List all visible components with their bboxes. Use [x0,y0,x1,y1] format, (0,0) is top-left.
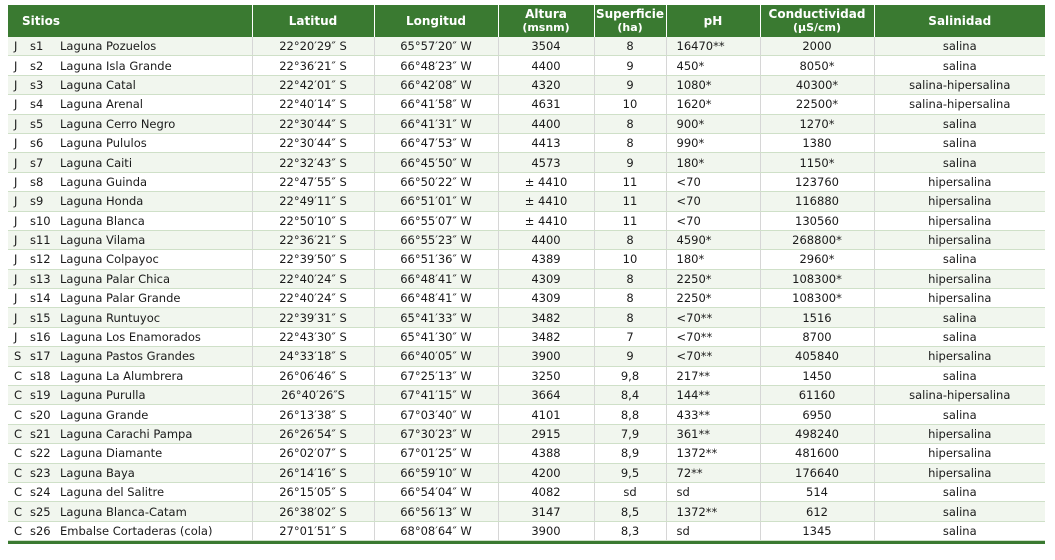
salinity-cell: salina [874,502,1045,521]
altitude-cell: 4400 [498,56,594,75]
conductivity-cell: 268800* [760,230,874,249]
table-row [8,95,1045,114]
site-code-cell: s7 [26,153,56,172]
region-cell: J [8,37,26,56]
latitude-cell: 22°40′24″ S [252,269,374,288]
salinity-cell: salina [874,482,1045,501]
surface-cell: 9 [594,75,666,94]
region-cell: J [8,56,26,75]
ph-cell: <70** [666,327,760,346]
region-cell: C [8,444,26,463]
ph-cell: 900* [666,114,760,133]
salinity-cell: salina [874,405,1045,424]
longitude-cell: 66°47′53″ W [374,133,498,152]
ph-cell: sd [666,482,760,501]
site-name-cell: Laguna Pastos Grandes [56,347,252,366]
ph-cell: 144** [666,386,760,405]
header-salinidad: Salinidad [874,5,1045,37]
conductivity-cell: 1516 [760,308,874,327]
altitude-cell: 4631 [498,95,594,114]
longitude-cell: 67°03′40″ W [374,405,498,424]
altitude-cell: 3250 [498,366,594,385]
site-name-cell: Laguna Pululos [56,133,252,152]
longitude-cell: 66°51′01″ W [374,192,498,211]
latitude-cell: 24°33′18″ S [252,347,374,366]
region-cell: C [8,424,26,443]
latitude-cell: 22°20′29″ S [252,37,374,56]
longitude-cell: 66°50′22″ W [374,172,498,191]
region-cell: J [8,114,26,133]
altitude-cell: 4389 [498,250,594,269]
latitude-cell: 22°39′50″ S [252,250,374,269]
site-code-cell: s21 [26,424,56,443]
conductivity-cell: 108300* [760,269,874,288]
latitude-cell: 22°36′21″ S [252,56,374,75]
site-name-cell: Laguna Baya [56,463,252,482]
site-name-cell: Laguna Caiti [56,153,252,172]
site-code-cell: s3 [26,75,56,94]
conductivity-cell: 1270* [760,114,874,133]
header-ph: pH [666,5,760,37]
region-cell: C [8,502,26,521]
site-name-cell: Laguna Palar Chica [56,269,252,288]
conductivity-cell: 61160 [760,386,874,405]
region-cell: J [8,230,26,249]
surface-cell: 8,9 [594,444,666,463]
surface-cell: 9,8 [594,366,666,385]
salinity-cell: hipersalina [874,424,1045,443]
conductivity-cell: 405840 [760,347,874,366]
altitude-cell: 4413 [498,133,594,152]
ph-cell: 217** [666,366,760,385]
longitude-cell: 67°25′13″ W [374,366,498,385]
longitude-cell: 67°01′25″ W [374,444,498,463]
site-name-cell: Laguna Grande [56,405,252,424]
surface-cell: 7,9 [594,424,666,443]
surface-cell: 7 [594,327,666,346]
site-code-cell: s6 [26,133,56,152]
longitude-cell: 66°51′36″ W [374,250,498,269]
salinity-cell: salina [874,250,1045,269]
region-cell: J [8,153,26,172]
region-cell: J [8,133,26,152]
conductivity-cell: 498240 [760,424,874,443]
conductivity-cell: 2960* [760,250,874,269]
table-row [8,153,1045,172]
table-row [8,269,1045,288]
header-sitios: Sitios [8,5,252,37]
salinity-cell: hipersalina [874,463,1045,482]
site-name-cell: Laguna Guinda [56,172,252,191]
longitude-cell: 66°42′08″ W [374,75,498,94]
site-code-cell: s8 [26,172,56,191]
site-code-cell: s12 [26,250,56,269]
site-code-cell: s2 [26,56,56,75]
surface-cell: 8,3 [594,521,666,540]
conductivity-cell: 1345 [760,521,874,540]
salinity-cell: hipersalina [874,211,1045,230]
ph-cell: 1372** [666,502,760,521]
longitude-cell: 67°30′23″ W [374,424,498,443]
table-row [8,482,1045,501]
site-name-cell: Laguna Vilama [56,230,252,249]
latitude-cell: 27°01′51″ S [252,521,374,540]
ph-cell: sd [666,521,760,540]
salinity-cell: salina [874,153,1045,172]
longitude-cell: 66°41′58″ W [374,95,498,114]
table-row [8,75,1045,94]
site-name-cell: Laguna Blanca [56,211,252,230]
altitude-cell: ± 4410 [498,211,594,230]
site-name-cell: Laguna La Alumbrera [56,366,252,385]
region-cell: J [8,95,26,114]
conductivity-cell: 1150* [760,153,874,172]
salinity-cell: salina [874,56,1045,75]
site-name-cell: Laguna Blanca-Catam [56,502,252,521]
table-row [8,424,1045,443]
latitude-cell: 26°13′38″ S [252,405,374,424]
altitude-cell: 3900 [498,521,594,540]
sites-table [8,5,1045,541]
table-row [8,133,1045,152]
site-name-cell: Laguna Runtuyoc [56,308,252,327]
region-cell: C [8,405,26,424]
table-row [8,172,1045,191]
conductivity-cell: 40300* [760,75,874,94]
region-cell: J [8,289,26,308]
table-row [8,463,1045,482]
conductivity-cell: 8700 [760,327,874,346]
table-row [8,114,1045,133]
surface-cell: 11 [594,172,666,191]
site-name-cell: Laguna Carachi Pampa [56,424,252,443]
latitude-cell: 22°42′01″ S [252,75,374,94]
site-code-cell: s14 [26,289,56,308]
latitude-cell: 22°47′55″ S [252,172,374,191]
table-row [8,289,1045,308]
latitude-cell: 26°40′26″S [252,386,374,405]
longitude-cell: 66°54′04″ W [374,482,498,501]
latitude-cell: 22°30′44″ S [252,114,374,133]
surface-cell: 8 [594,37,666,56]
salinity-cell: salina [874,114,1045,133]
longitude-cell: 65°41′33″ W [374,308,498,327]
site-name-cell: Laguna Pozuelos [56,37,252,56]
site-code-cell: s5 [26,114,56,133]
conductivity-cell: 22500* [760,95,874,114]
table-row [8,230,1045,249]
longitude-cell: 66°55′23″ W [374,230,498,249]
surface-cell: 10 [594,95,666,114]
site-code-cell: s13 [26,269,56,288]
longitude-cell: 66°56′13″ W [374,502,498,521]
latitude-cell: 22°36′21″ S [252,230,374,249]
site-code-cell: s19 [26,386,56,405]
ph-cell: 990* [666,133,760,152]
latitude-cell: 22°39′31″ S [252,308,374,327]
region-cell: C [8,463,26,482]
surface-cell: sd [594,482,666,501]
ph-cell: <70 [666,192,760,211]
longitude-cell: 66°40′05″ W [374,347,498,366]
surface-cell: 9 [594,153,666,172]
region-cell: J [8,327,26,346]
conductivity-cell: 481600 [760,444,874,463]
ph-cell: 16470** [666,37,760,56]
longitude-cell: 67°41′15″ W [374,386,498,405]
site-name-cell: Laguna Los Enamorados [56,327,252,346]
site-name-cell: Embalse Cortaderas (cola) [56,521,252,540]
longitude-cell: 65°57′20″ W [374,37,498,56]
surface-cell: 8 [594,289,666,308]
altitude-cell: 4082 [498,482,594,501]
site-name-cell: Laguna Cerro Negro [56,114,252,133]
region-cell: J [8,269,26,288]
header-conductividad: Conductividad (μS/cm) [760,5,874,37]
site-name-cell: Laguna Honda [56,192,252,211]
altitude-cell: 4320 [498,75,594,94]
ph-cell: 180* [666,153,760,172]
salinity-cell: hipersalina [874,269,1045,288]
site-name-cell: Laguna del Salitre [56,482,252,501]
region-cell: J [8,192,26,211]
site-code-cell: s26 [26,521,56,540]
latitude-cell: 22°32′43″ S [252,153,374,172]
site-code-cell: s11 [26,230,56,249]
site-code-cell: s17 [26,347,56,366]
site-code-cell: s23 [26,463,56,482]
surface-cell: 8,4 [594,386,666,405]
region-cell: S [8,347,26,366]
table-row [8,56,1045,75]
longitude-cell: 66°59′10″ W [374,463,498,482]
longitude-cell: 66°41′31″ W [374,114,498,133]
altitude-cell: 3482 [498,327,594,346]
region-cell: C [8,521,26,540]
latitude-cell: 26°02′07″ S [252,444,374,463]
conductivity-cell: 1450 [760,366,874,385]
surface-cell: 11 [594,211,666,230]
altitude-cell: 3482 [498,308,594,327]
bottom-rule [8,541,1045,544]
longitude-cell: 66°55′07″ W [374,211,498,230]
latitude-cell: 26°38′02″ S [252,502,374,521]
site-name-cell: Laguna Palar Grande [56,289,252,308]
latitude-cell: 22°49′11″ S [252,192,374,211]
surface-cell: 8 [594,133,666,152]
altitude-cell: 3664 [498,386,594,405]
altitude-cell: 3504 [498,37,594,56]
region-cell: J [8,308,26,327]
site-code-cell: s10 [26,211,56,230]
surface-cell: 8,8 [594,405,666,424]
salinity-cell: salina [874,308,1045,327]
salinity-cell: salina [874,521,1045,540]
latitude-cell: 22°40′14″ S [252,95,374,114]
site-code-cell: s15 [26,308,56,327]
altitude-cell: 4400 [498,114,594,133]
salinity-cell: hipersalina [874,172,1045,191]
altitude-cell: 3900 [498,347,594,366]
latitude-cell: 22°40′24″ S [252,289,374,308]
longitude-cell: 65°41′30″ W [374,327,498,346]
salinity-cell: salina [874,37,1045,56]
salinity-cell: hipersalina [874,444,1045,463]
site-code-cell: s1 [26,37,56,56]
table-row [8,37,1045,56]
surface-cell: 9 [594,56,666,75]
table-row [8,444,1045,463]
site-code-cell: s20 [26,405,56,424]
ph-cell: <70 [666,172,760,191]
surface-cell: 8 [594,230,666,249]
ph-cell: 2250* [666,289,760,308]
altitude-cell: ± 4410 [498,172,594,191]
ph-cell: 2250* [666,269,760,288]
table-row [8,405,1045,424]
site-name-cell: Laguna Catal [56,75,252,94]
site-name-cell: Laguna Isla Grande [56,56,252,75]
longitude-cell: 66°48′23″ W [374,56,498,75]
table-row [8,192,1045,211]
longitude-cell: 68°08′64″ W [374,521,498,540]
ph-cell: 1620* [666,95,760,114]
conductivity-cell: 1380 [760,133,874,152]
table-row [8,308,1045,327]
table-header [8,5,1045,37]
surface-cell: 8 [594,308,666,327]
surface-cell: 8,5 [594,502,666,521]
site-code-cell: s4 [26,95,56,114]
ph-cell: 1080* [666,75,760,94]
salinity-cell: salina-hipersalina [874,386,1045,405]
conductivity-cell: 6950 [760,405,874,424]
longitude-cell: 66°48′41″ W [374,269,498,288]
conductivity-cell: 176640 [760,463,874,482]
salinity-cell: hipersalina [874,289,1045,308]
ph-cell: <70 [666,211,760,230]
salinity-cell: salina-hipersalina [874,75,1045,94]
altitude-cell: ± 4410 [498,192,594,211]
altitude-cell: 4200 [498,463,594,482]
ph-cell: 4590* [666,230,760,249]
ph-cell: 433** [666,405,760,424]
conductivity-cell: 2000 [760,37,874,56]
ph-cell: 361** [666,424,760,443]
ph-cell: 180* [666,250,760,269]
conductivity-cell: 130560 [760,211,874,230]
table-row [8,502,1045,521]
altitude-cell: 2915 [498,424,594,443]
salinity-cell: salina-hipersalina [874,95,1045,114]
ph-cell: <70** [666,347,760,366]
table-row [8,366,1045,385]
header-altura: Altura (msnm) [498,5,594,37]
surface-cell: 9 [594,347,666,366]
latitude-cell: 22°50′10″ S [252,211,374,230]
latitude-cell: 26°06′46″ S [252,366,374,385]
header-latitud: Latitud [252,5,374,37]
region-cell: J [8,250,26,269]
site-name-cell: Laguna Colpayoc [56,250,252,269]
longitude-cell: 66°48′41″ W [374,289,498,308]
latitude-cell: 26°15′05″ S [252,482,374,501]
conductivity-cell: 612 [760,502,874,521]
surface-cell: 9,5 [594,463,666,482]
table-row [8,250,1045,269]
region-cell: C [8,366,26,385]
latitude-cell: 22°43′30″ S [252,327,374,346]
site-name-cell: Laguna Purulla [56,386,252,405]
salinity-cell: hipersalina [874,192,1045,211]
altitude-cell: 3147 [498,502,594,521]
conductivity-cell: 8050* [760,56,874,75]
site-code-cell: s25 [26,502,56,521]
table-row [8,211,1045,230]
ph-cell: 450* [666,56,760,75]
latitude-cell: 26°26′54″ S [252,424,374,443]
site-code-cell: s22 [26,444,56,463]
altitude-cell: 4388 [498,444,594,463]
longitude-cell: 66°45′50″ W [374,153,498,172]
site-code-cell: s16 [26,327,56,346]
surface-cell: 11 [594,192,666,211]
surface-cell: 8 [594,269,666,288]
conductivity-cell: 123760 [760,172,874,191]
table-row [8,347,1045,366]
ph-cell: <70** [666,308,760,327]
ph-cell: 72** [666,463,760,482]
region-cell: J [8,172,26,191]
site-name-cell: Laguna Arenal [56,95,252,114]
altitude-cell: 4400 [498,230,594,249]
conductivity-cell: 108300* [760,289,874,308]
sites-table-container [8,5,1045,544]
conductivity-cell: 116880 [760,192,874,211]
region-cell: J [8,75,26,94]
salinity-cell: salina [874,133,1045,152]
site-code-cell: s24 [26,482,56,501]
table-row [8,521,1045,540]
salinity-cell: hipersalina [874,347,1045,366]
salinity-cell: salina [874,366,1045,385]
altitude-cell: 4573 [498,153,594,172]
salinity-cell: hipersalina [874,230,1045,249]
latitude-cell: 26°14′16″ S [252,463,374,482]
region-cell: C [8,386,26,405]
region-cell: C [8,482,26,501]
table-row [8,327,1045,346]
surface-cell: 8 [594,114,666,133]
altitude-cell: 4309 [498,269,594,288]
conductivity-cell: 514 [760,482,874,501]
salinity-cell: salina [874,327,1045,346]
altitude-cell: 4101 [498,405,594,424]
region-cell: J [8,211,26,230]
site-name-cell: Laguna Diamante [56,444,252,463]
site-code-cell: s9 [26,192,56,211]
latitude-cell: 22°30′44″ S [252,133,374,152]
altitude-cell: 4309 [498,289,594,308]
ph-cell: 1372** [666,444,760,463]
header-longitud: Longitud [374,5,498,37]
table-body [8,37,1045,541]
site-code-cell: s18 [26,366,56,385]
header-superficie: Superficie (ha) [594,5,666,37]
table-row [8,386,1045,405]
surface-cell: 10 [594,250,666,269]
